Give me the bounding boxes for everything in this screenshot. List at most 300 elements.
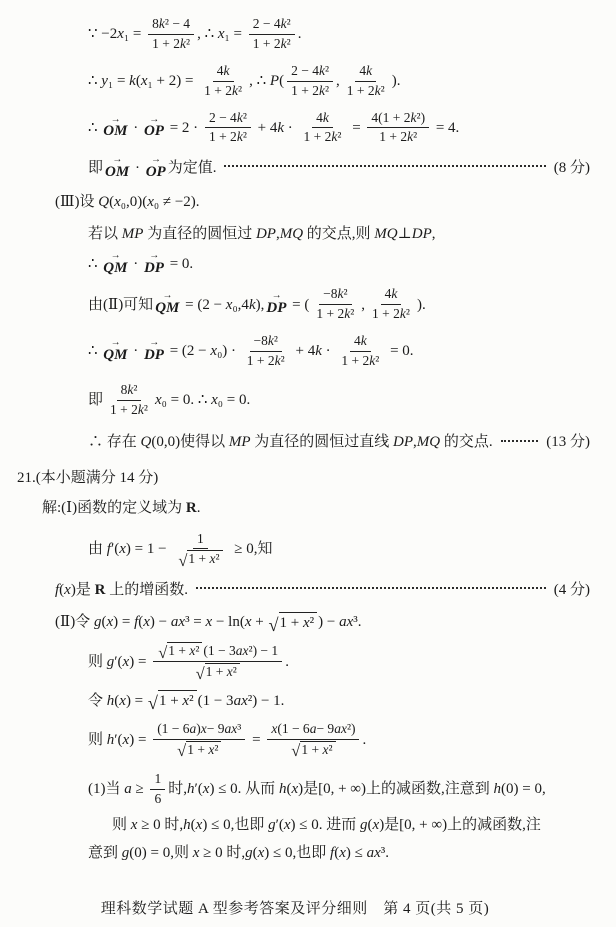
vector-name: OM (103, 123, 128, 140)
text-run: ( (367, 817, 373, 834)
text-run: ₀ = 0. (217, 392, 251, 408)
text-run: ²) (416, 109, 426, 125)
math-line (0, 578, 590, 602)
math-variable: Q (98, 194, 110, 211)
text-run: · (129, 256, 142, 273)
math-variable: k (399, 306, 406, 322)
math-variable: x (130, 817, 138, 834)
vector (103, 250, 128, 276)
math-variable: k (236, 129, 243, 145)
math-variable: h (106, 692, 115, 709)
text-run: 1 + 2 (152, 35, 181, 51)
math-variable: k (318, 62, 325, 78)
radical-sign-icon: √ (195, 663, 205, 683)
text-run: ²) − 1 (248, 643, 279, 659)
text-run: = (2 − (181, 296, 226, 313)
text-run: ² (280, 352, 285, 368)
math-variable: k (407, 129, 414, 145)
text-run: 1 + 2 (303, 129, 332, 145)
text-run: 1 + 2 (346, 82, 375, 98)
text-run: = 2 · (165, 119, 202, 136)
math-variable: x (117, 26, 124, 43)
text-run: 由 (88, 541, 107, 558)
text-run: (0,0)使得以 (151, 434, 229, 451)
math-line (0, 814, 590, 838)
text-run: 2 − 4 (252, 16, 281, 31)
text-run: ² (195, 643, 200, 659)
fraction (368, 286, 414, 323)
text-run: ( (334, 845, 340, 862)
text-run: 则 (88, 731, 107, 748)
fraction-numerator (150, 771, 165, 790)
math-variable: x (195, 817, 203, 834)
math-variable: g (268, 817, 276, 834)
text-run: (0) = 0,则 (129, 845, 193, 862)
text-run: 的交点,则 (303, 226, 375, 243)
math-variable: k (158, 16, 165, 31)
sqrt-radical (196, 663, 240, 681)
fraction-denominator (312, 305, 358, 323)
fraction-denominator (191, 662, 245, 681)
text-run: + (251, 614, 268, 631)
vector (155, 290, 180, 316)
math-line (0, 529, 590, 571)
vector-arrow-icon: → (110, 250, 121, 261)
text-run: ≥ 0,知 (230, 541, 273, 558)
text-run: ). (416, 296, 426, 313)
text-run: ( (190, 817, 196, 834)
math-variable: x (106, 614, 114, 631)
math-line (0, 640, 590, 683)
footer-text: 理科数学试题 A 型参考答案及评分细则 第 4 页(共 5 页) (100, 900, 490, 917)
text-run (392, 71, 401, 91)
text-run (88, 539, 170, 559)
fraction-numerator (205, 110, 251, 129)
math-variable: k (344, 306, 351, 322)
bold-text: R (185, 500, 197, 517)
text-run (55, 580, 95, 600)
math-variable: f (134, 614, 139, 631)
text-run: 1 + (158, 693, 183, 710)
fraction-numerator (355, 63, 376, 82)
math-line (0, 331, 590, 372)
text-run: 则 (88, 653, 107, 670)
text-run: ( (109, 194, 115, 211)
text-run: ≥ 0 时, (199, 845, 246, 862)
text-run (348, 118, 364, 138)
fraction-denominator (243, 352, 289, 370)
text-run (42, 498, 186, 518)
document-body (0, 14, 590, 895)
text-run: = 0. (386, 343, 414, 360)
fraction (243, 333, 289, 370)
radical-sign-icon: √ (158, 642, 168, 662)
text-run: )是[0, + ∞)上的减函数,注 (379, 817, 541, 834)
text-run: . (297, 26, 302, 43)
math-variable: x (64, 582, 71, 599)
vector (143, 113, 164, 140)
text-run (129, 254, 142, 274)
radicand (167, 642, 202, 660)
math-variable: h (183, 817, 191, 834)
sqrt-radical (291, 741, 335, 759)
math-variable: ax (224, 721, 238, 736)
text-run (168, 158, 217, 178)
fraction (343, 63, 389, 100)
math-variable: DP (255, 226, 276, 243)
vector-name: DP (266, 299, 287, 316)
text-run: 4 (216, 62, 224, 78)
text-run: 若以 (88, 226, 122, 243)
math-variable: x (140, 73, 148, 89)
radical-sign-icon: √ (177, 741, 187, 761)
math-variable: h (493, 781, 501, 797)
math-line (0, 842, 590, 866)
math-variable: x (189, 643, 196, 659)
math-variable: x (122, 731, 130, 748)
math-line (0, 108, 590, 149)
vector-arrow-icon: → (110, 113, 121, 125)
fraction-numerator (250, 333, 282, 352)
text-run: ) = (113, 614, 135, 631)
math-variable: k (223, 62, 230, 78)
text-run: 1 + 2 (291, 82, 319, 98)
vector-arrow-icon: → (112, 154, 122, 165)
text-run: (1 − 3 (203, 643, 236, 659)
text-run: 1 + 2 (372, 306, 400, 322)
text-run (362, 730, 366, 750)
text-run: ² (350, 306, 355, 322)
vector-arrow-icon: → (149, 337, 159, 349)
text-run: ) = (129, 653, 151, 670)
text-run: ) − (149, 614, 171, 631)
text-run: . (362, 731, 367, 748)
text-run: ) (196, 721, 201, 736)
vector-name: DP (143, 346, 164, 363)
text-run (417, 295, 426, 315)
fraction (200, 63, 246, 100)
text-run (55, 612, 267, 632)
math-variable: k (280, 16, 287, 31)
text-run (298, 24, 302, 44)
math-variable: k (232, 82, 239, 98)
math-variable: k (322, 109, 329, 125)
text-run (88, 24, 145, 44)
math-variable: k (280, 35, 287, 51)
vector-name: OP (143, 123, 164, 140)
text-run: ² (143, 401, 148, 417)
text-run (88, 691, 147, 711)
text-run: 1 (154, 770, 162, 786)
fraction-denominator (173, 549, 227, 568)
math-variable: h (106, 731, 115, 748)
math-variable: k (366, 62, 373, 78)
math-line (0, 610, 590, 634)
radicand (205, 663, 240, 681)
text-run: ′( (114, 731, 123, 748)
text-run: 1 + 2 (246, 352, 275, 368)
math-variable: Q (140, 434, 152, 451)
text-run: ³ (237, 721, 242, 736)
fraction-numerator (367, 110, 429, 129)
math-variable: f (106, 541, 111, 558)
vector-name: DP (143, 259, 164, 276)
fraction-numerator (319, 286, 351, 305)
fraction-denominator (200, 82, 246, 100)
fraction-numerator (287, 63, 333, 82)
sqrt-radical (158, 642, 202, 660)
text-run: (1 − 6 (277, 721, 310, 736)
text-run (166, 254, 193, 274)
text-run: · (129, 119, 142, 136)
text-run (131, 158, 144, 178)
math-variable: g (245, 845, 253, 862)
text-run: ( (101, 614, 107, 631)
text-run: ( (138, 614, 144, 631)
text-run: ³ = (185, 614, 206, 631)
text-run (88, 341, 101, 361)
sqrt-radical (268, 612, 317, 633)
text-run: )是[0, + ∞)上的减函数,注意到 (298, 781, 494, 797)
text-run: ) = (129, 731, 151, 748)
fraction-denominator (337, 352, 383, 370)
text-run (17, 468, 158, 488)
math-variable: x (322, 741, 329, 757)
text-run: · (284, 119, 297, 136)
fraction (300, 110, 346, 147)
text-run: 1 + (188, 551, 210, 567)
text-run: ) = (125, 692, 147, 709)
text-run: )是 (70, 582, 95, 599)
text-run: ′( (275, 817, 284, 834)
text-run (88, 71, 197, 91)
math-variable: P (269, 73, 280, 89)
text-run (88, 118, 101, 138)
vector (143, 337, 164, 363)
math-variable: k (331, 129, 338, 145)
vector-arrow-icon: → (149, 113, 159, 125)
text-run: ), (255, 296, 265, 313)
text-run: ) ≤ (345, 845, 367, 862)
text-run: , (413, 434, 417, 451)
text-run (88, 779, 147, 799)
math-variable: x (339, 845, 346, 862)
math-variable: ax (233, 692, 248, 709)
text-run (231, 539, 273, 559)
vector-arrow-icon: → (150, 154, 161, 165)
math-variable: k (248, 296, 256, 313)
text-run: ² (413, 129, 418, 145)
text-run (129, 118, 142, 138)
text-run: ( (135, 73, 141, 89)
fraction-numerator (381, 286, 402, 305)
text-run: ∵ −2 (88, 26, 118, 43)
vector-name: QM (103, 259, 128, 276)
text-run: 1 + 2 (110, 401, 138, 417)
math-variable: x (257, 845, 265, 862)
fraction-denominator (286, 740, 340, 759)
text-run: ) ≤ 0. 进而 (290, 817, 361, 834)
text-run: 1 + 2 (316, 306, 345, 322)
text-run: ² (242, 109, 247, 125)
math-variable: x (143, 614, 150, 631)
fraction (150, 771, 165, 808)
text-run: ′( (110, 541, 120, 558)
text-run: (13 分) (546, 434, 590, 451)
text-run: ² (286, 16, 291, 31)
fraction-denominator (150, 790, 165, 808)
math-variable: x (291, 781, 299, 797)
text-run: ∴ (88, 73, 102, 89)
math-variable: MQ (416, 434, 441, 451)
math-variable: MP (121, 226, 144, 243)
math-variable: k (127, 381, 134, 397)
text-run: 1 + 2 (208, 129, 237, 145)
fraction-denominator (249, 35, 295, 53)
text-run (248, 730, 264, 750)
math-variable: MQ (279, 226, 304, 243)
text-run (203, 643, 278, 660)
math-variable: x (122, 653, 130, 670)
math-variable: ax (366, 845, 381, 862)
math-variable: g (106, 653, 115, 670)
text-run (129, 341, 142, 361)
math-variable: ax (339, 614, 354, 631)
math-variable: k (180, 35, 187, 51)
math-variable: k (137, 401, 144, 417)
text-run: , (336, 73, 340, 89)
text-run (88, 432, 493, 452)
fraction-numerator (153, 642, 282, 662)
math-variable: f (55, 582, 60, 599)
math-variable: h (278, 781, 287, 797)
math-variable: MQ (374, 226, 398, 243)
text-run: ² (186, 35, 191, 51)
math-variable: MP (228, 434, 251, 451)
math-variable: x (225, 296, 233, 313)
math-variable: x (217, 26, 225, 43)
text-run: ₁ = (224, 26, 246, 43)
math-variable: x (211, 392, 218, 408)
sqrt-radical (178, 550, 222, 568)
text-run: 2 − 4 (291, 62, 319, 78)
math-variable: x (271, 721, 278, 736)
text-run: ² (328, 741, 333, 757)
text-run (336, 71, 340, 91)
text-run: ² (309, 614, 315, 631)
vector-arrow-icon: → (271, 290, 282, 302)
text-run: ) ≤ 0,也即 (264, 845, 331, 862)
text-run: 8 (152, 16, 159, 31)
fraction (106, 382, 152, 419)
text-run: ₀ ≠ −2). (153, 194, 200, 211)
fraction-numerator (148, 16, 194, 35)
radicand (300, 741, 335, 759)
text-run: (0) = 0, (501, 781, 546, 797)
text-run: 1 (197, 530, 204, 546)
text-run: . (285, 653, 289, 670)
text-run (249, 71, 284, 91)
text-run: 则 (112, 817, 131, 834)
text-run: 为定值. (167, 160, 217, 177)
text-run: = 4. (432, 119, 460, 136)
text-run: ′( (114, 653, 123, 670)
text-run (292, 341, 335, 361)
text-run: ( (59, 582, 65, 599)
math-line (0, 156, 590, 180)
text-run (554, 158, 590, 178)
text-run: ) − (318, 614, 340, 631)
math-variable: k (374, 82, 381, 98)
text-run: (Ⅲ)设 (55, 194, 99, 211)
radicand (187, 550, 222, 568)
text-run: + 4 (291, 343, 316, 360)
fraction-numerator (312, 110, 333, 129)
text-run: ² (286, 35, 291, 51)
text-run: 1 + (168, 643, 190, 659)
math-line (0, 190, 590, 214)
math-variable: ax (235, 643, 249, 659)
math-variable: x (226, 664, 233, 680)
fraction-denominator (106, 401, 152, 419)
text-run: 4 (353, 333, 361, 348)
text-run: ₀,0)( (120, 194, 148, 211)
fraction (148, 16, 194, 53)
fraction (367, 110, 429, 147)
text-run: , (431, 226, 436, 243)
vector-name: OM (105, 163, 130, 180)
math-variable: k (410, 109, 417, 125)
vector-name: QM (103, 346, 128, 363)
text-run: 的交点. (440, 434, 493, 451)
text-run: ₀,4 (232, 296, 249, 313)
text-run (254, 118, 297, 138)
text-run: ⊥ (397, 226, 412, 243)
math-variable: ax (170, 614, 186, 631)
text-run: = 0. (165, 256, 194, 273)
text-run: 为直径的圆恒过直线 (250, 434, 394, 451)
text-run: . (196, 500, 201, 517)
math-variable: a (309, 721, 317, 736)
math-variable: x (200, 721, 207, 736)
text-run: − ln( (212, 614, 245, 631)
text-run: + 4 (253, 119, 278, 136)
fraction-numerator (249, 16, 295, 35)
math-line (0, 252, 590, 276)
math-variable: k (267, 333, 274, 348)
fraction-numerator (153, 721, 245, 740)
text-run (197, 498, 201, 518)
fraction-numerator (117, 382, 142, 401)
text-run: ² (337, 129, 342, 145)
dot-leader (501, 440, 539, 442)
vector (103, 113, 128, 140)
math-variable: y (101, 73, 108, 89)
text-run: ² (215, 551, 220, 567)
fraction (173, 531, 227, 569)
text-run: 1 + 2 (204, 82, 233, 98)
text-run (88, 843, 389, 863)
radicand (279, 612, 318, 633)
text-run: ² (375, 352, 380, 368)
fraction (337, 333, 383, 370)
math-line (0, 689, 590, 713)
text-run: ( (279, 73, 285, 89)
text-run: , (361, 296, 366, 313)
fraction (153, 642, 282, 681)
math-variable: x (209, 551, 216, 567)
text-run: ₀ = 0. ∴ (161, 392, 212, 408)
